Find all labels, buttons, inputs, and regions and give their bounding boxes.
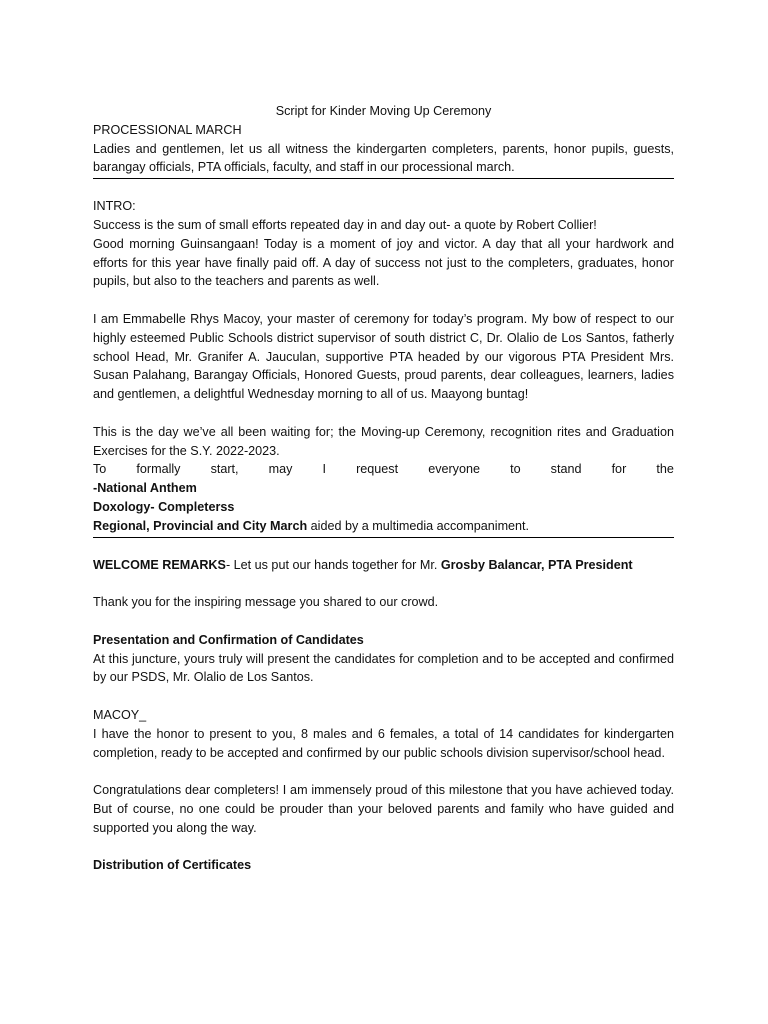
intro-quote: Success is the sum of small efforts repeated day in and day out- a quote by Robert Collier!: [93, 217, 597, 232]
script-document: [93, 102, 674, 875]
presentation-honor: I have the honor to present to you, 8 males and 6 females, a total of 14 candidates for kindergarten completion, ready to be accepted and confirmed by our public schools division supervisor/school head.: [93, 726, 674, 760]
intro-section: [93, 197, 674, 537]
intro-emcee: I am Emmabelle Rhys Macoy, your master of ceremony for today’s program. My bow of respect to our highly esteemed Public Schools district supervisor of south district C, Dr. Olalio de Los Santos, fatherly school Head, Mr. Granifer A. Jauculan, supportive PTA headed by our vigorous PTA President Mrs. Susan Palahang, Barangay Officials, Honored Guests, proud parents, dear colleagues, learners, ladies and gentlemen, a delightful Wednesday morning to all of us. Maayong buntag!: [93, 311, 674, 402]
start-word: request: [356, 462, 399, 477]
processional-heading: PROCESSIONAL MARCH: [93, 122, 242, 137]
doxology: Doxology- Completerss: [93, 499, 235, 514]
march-text: aided by a multimedia accompaniment.: [307, 518, 530, 533]
processional-text: Ladies and gentlemen, let us all witness the kindergarten completers, parents, honor pupils, guests, barangay officials, PTA officials, faculty, and staff in our processional march.: [93, 141, 674, 175]
welcome-label: WELCOME REMARKS: [93, 557, 226, 572]
start-word: the: [656, 462, 674, 477]
intro-greeting: Good morning Guinsangaan! Today is a moment of joy and victor. A day that all your hardwork and efforts for this year have finally paid off. A day of success not just to the completers, graduates, honor pupils, but also to the teachers and parents as well.: [93, 236, 674, 289]
distribution-section: [93, 856, 674, 875]
distribution-heading: Distribution of Certificates: [93, 858, 252, 873]
intro-heading: INTRO:: [93, 199, 136, 214]
start-word: everyone: [428, 462, 480, 477]
welcome-text: - Let us put our hands together for Mr.: [225, 557, 441, 572]
welcome-thanks: Thank you for the inspiring message you shared to our crowd.: [93, 595, 439, 610]
start-word: start,: [210, 462, 239, 477]
start-word: for: [611, 462, 627, 477]
presentation-congrats: Congratulations dear completers! I am immensely proud of this milestone that you have achieved today. But of course, no one could be prouder than your beloved parents and family who have guided and supported you along the way.: [93, 783, 674, 835]
start-word: to: [510, 462, 521, 477]
welcome-speaker: Grosby Balancar, PTA President: [440, 557, 633, 572]
start-word: To: [93, 462, 107, 477]
presentation-heading: Presentation and Confirmation of Candidates: [93, 632, 364, 647]
march-line: [93, 517, 674, 538]
intro-day: This is the day we’ve all been waiting for; the Moving-up Ceremony, recognition rites and Graduation Exercises for the S.Y. 2022-2023.: [93, 424, 674, 458]
start-word: I: [322, 462, 327, 477]
national-anthem: -National Anthem: [93, 481, 197, 496]
presentation-section: [93, 631, 674, 857]
welcome-section: [93, 556, 674, 631]
presentation-text: At this juncture, yours truly will present the candidates for completion and to be accepted and confirmed by our PSDS, Mr. Olalio de Los Santos.: [93, 651, 674, 685]
welcome-line: [93, 556, 674, 575]
intro-start-line: [93, 460, 674, 479]
march-title: Regional, Provincial and City March: [93, 518, 308, 533]
start-word: may: [268, 462, 293, 477]
presentation-speaker: MACOY_: [93, 707, 147, 722]
processional-section: [93, 121, 674, 179]
start-word: stand: [550, 462, 582, 477]
start-word: formally: [136, 462, 181, 477]
document-title: Script for Kinder Moving Up Ceremony: [275, 104, 492, 118]
